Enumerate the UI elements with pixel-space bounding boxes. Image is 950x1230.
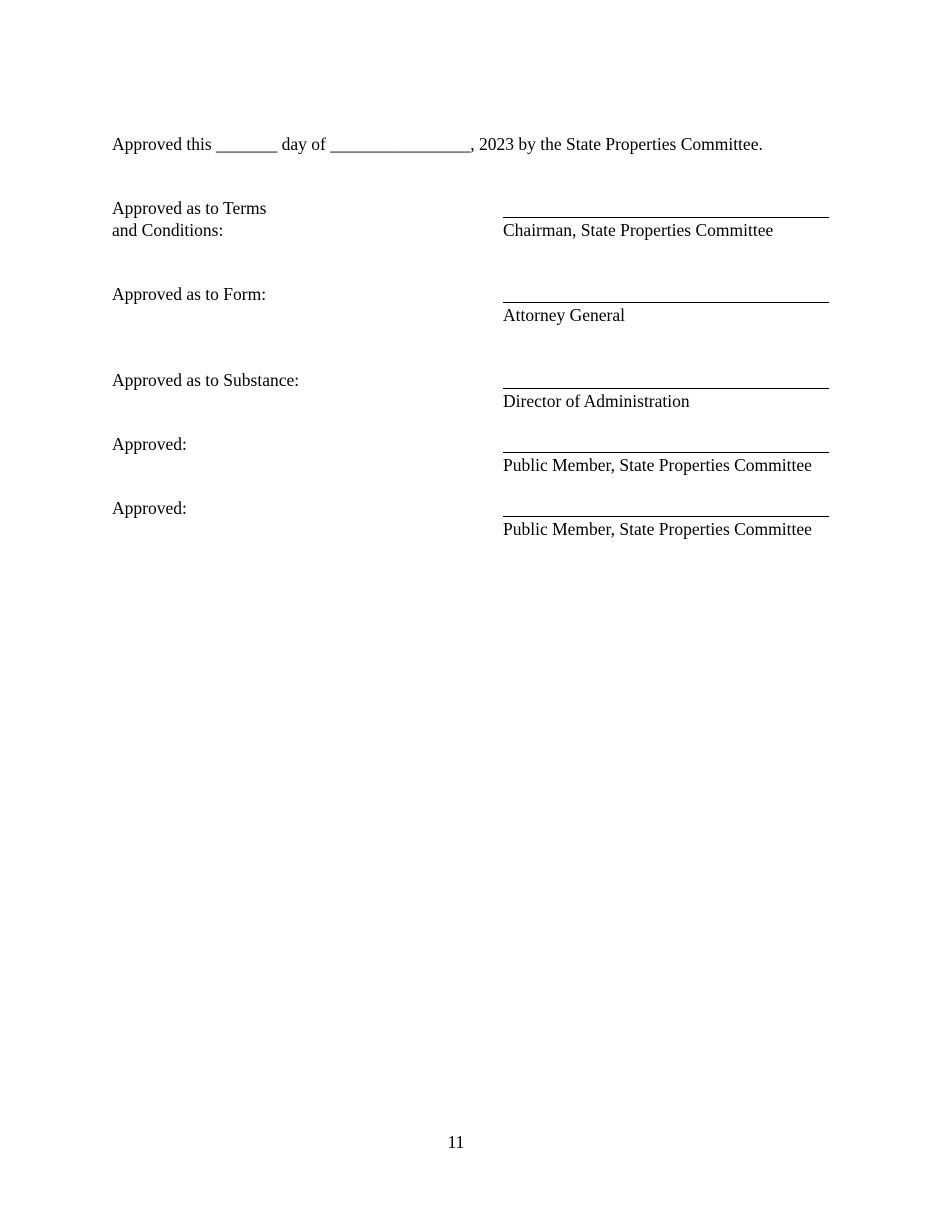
terms-conditions-label-line2: and Conditions: (112, 220, 224, 240)
attorney-general-signature-line (503, 302, 829, 303)
chairman-signature-line (503, 217, 829, 218)
director-signature-line (503, 388, 829, 389)
terms-conditions-label-line1: Approved as to Terms (112, 198, 267, 218)
attorney-general-title: Attorney General (503, 305, 625, 325)
chairman-title: Chairman, State Properties Committee (503, 220, 774, 240)
public-member-title-1: Public Member, State Properties Committee (503, 455, 812, 475)
substance-approval-label: Approved as to Substance: (112, 370, 300, 390)
page-number: 11 (447, 1132, 465, 1152)
public-member-signature-line-2 (503, 516, 829, 517)
approval-statement: Approved this _______ day of ________________, 2023 by the State Properties Committee. (112, 134, 763, 154)
approved-label-2: Approved: (112, 498, 187, 518)
public-member-signature-line-1 (503, 452, 829, 453)
director-title: Director of Administration (503, 391, 690, 411)
public-member-title-2: Public Member, State Properties Committee (503, 519, 812, 539)
approved-label-1: Approved: (112, 434, 187, 454)
form-approval-label: Approved as to Form: (112, 284, 267, 304)
